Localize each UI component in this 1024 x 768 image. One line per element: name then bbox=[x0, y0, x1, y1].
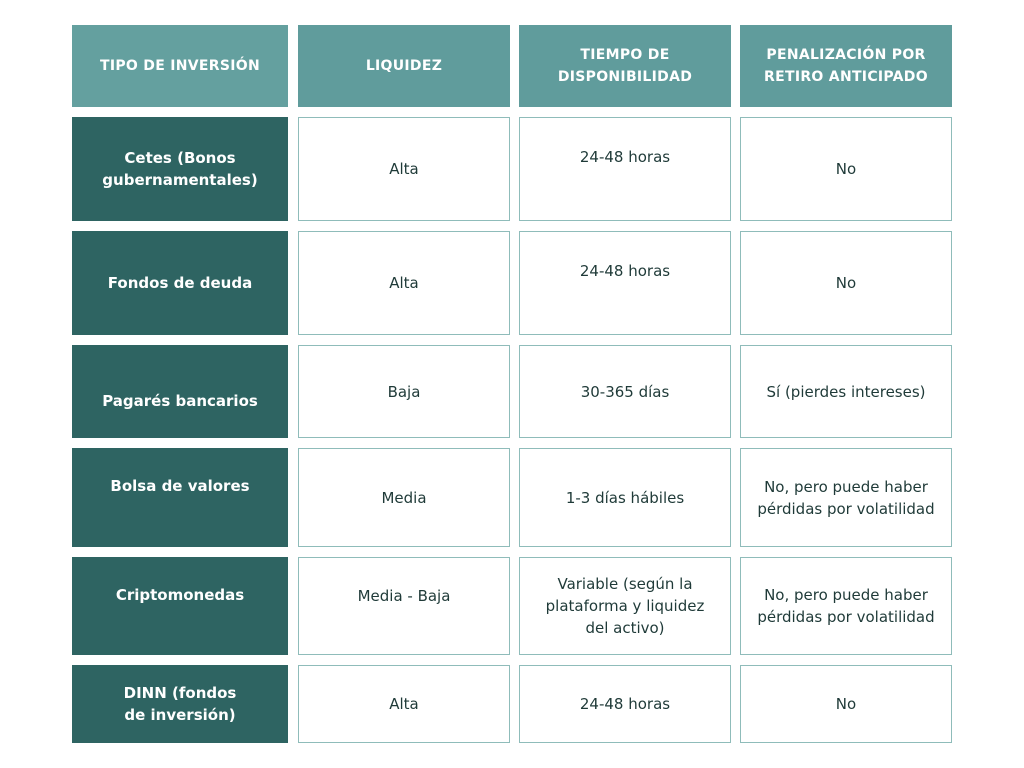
cell-penalty: No bbox=[740, 231, 952, 335]
row-label-pagares-bancarios: Pagarés bancarios bbox=[72, 345, 288, 438]
cell-penalty: Sí (pierdes intereses) bbox=[740, 345, 952, 438]
row-label-fondos-de-deuda: Fondos de deuda bbox=[72, 231, 288, 335]
cell-availability: 1-3 días hábiles bbox=[519, 448, 731, 547]
cell-liquidity: Media bbox=[298, 448, 510, 547]
header-cell-investment-type: TIPO DE INVERSIÓN bbox=[72, 25, 288, 107]
cell-availability: 24-48 horas bbox=[519, 231, 731, 335]
header-cell-availability-time: TIEMPO DE DISPONIBILIDAD bbox=[519, 25, 731, 107]
row-label-criptomonedas: Criptomonedas bbox=[72, 557, 288, 655]
row-label-dinn: DINN (fondos de inversión) bbox=[72, 665, 288, 743]
cell-penalty: No, pero puede haber pérdidas por volatilidad bbox=[740, 557, 952, 655]
cell-penalty: No bbox=[740, 665, 952, 743]
cell-liquidity: Alta bbox=[298, 231, 510, 335]
cell-penalty: No bbox=[740, 117, 952, 221]
cell-availability: Variable (según la plataforma y liquidez del activo) bbox=[519, 557, 731, 655]
cell-penalty: No, pero puede haber pérdidas por volatilidad bbox=[740, 448, 952, 547]
cell-availability: 30-365 días bbox=[519, 345, 731, 438]
cell-availability: 24-48 horas bbox=[519, 665, 731, 743]
cell-liquidity: Alta bbox=[298, 117, 510, 221]
cell-liquidity: Baja bbox=[298, 345, 510, 438]
header-cell-early-withdrawal-penalty: PENALIZACIÓN POR RETIRO ANTICIPADO bbox=[740, 25, 952, 107]
row-label-bolsa-de-valores: Bolsa de valores bbox=[72, 448, 288, 547]
cell-liquidity: Alta bbox=[298, 665, 510, 743]
cell-availability: 24-48 horas bbox=[519, 117, 731, 221]
row-label-cetes: Cetes (Bonos gubernamentales) bbox=[72, 117, 288, 221]
cell-liquidity: Media - Baja bbox=[298, 557, 510, 655]
header-cell-liquidity: LIQUIDEZ bbox=[298, 25, 510, 107]
